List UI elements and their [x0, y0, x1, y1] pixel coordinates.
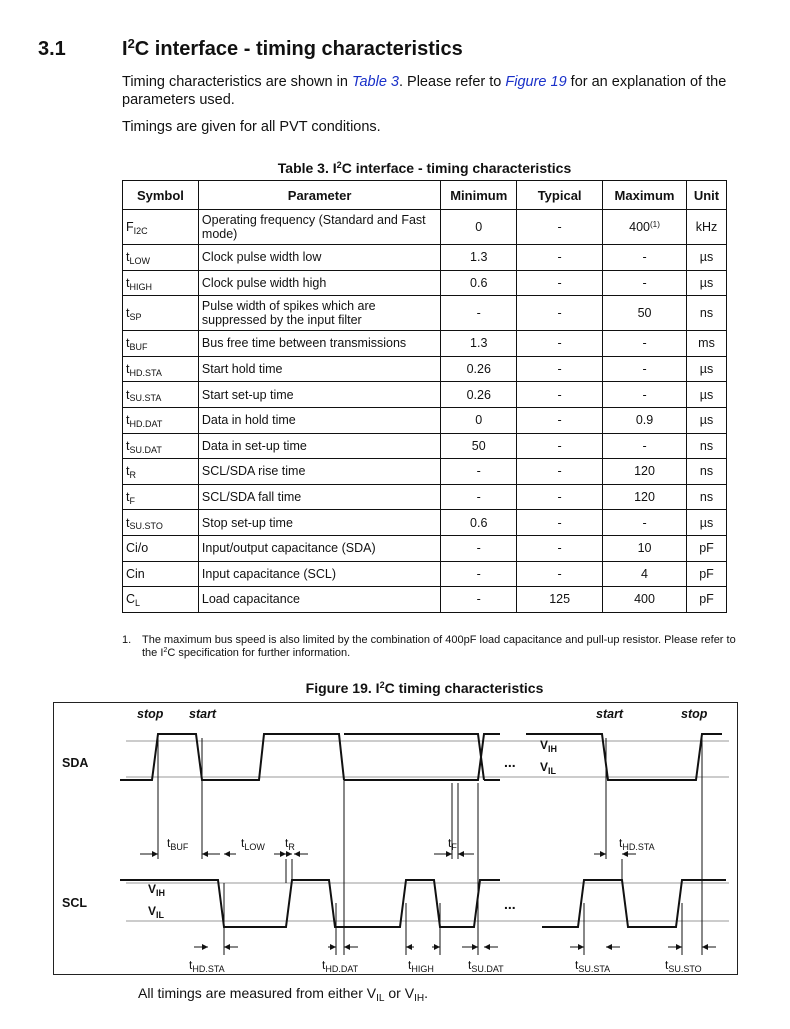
- sda-label: SDA: [62, 756, 89, 770]
- table-row: [123, 459, 727, 485]
- unit-cell: µs: [686, 382, 726, 408]
- start-label-left: start: [189, 707, 217, 721]
- sda-vil-label: $V_{IL}$: [540, 760, 557, 776]
- maximum-cell: 400: [603, 587, 687, 613]
- parameter-cell: Bus free time between transmissions: [198, 331, 440, 357]
- maximum-cell: -: [603, 510, 687, 536]
- parameter-cell: Start hold time: [198, 356, 440, 382]
- tsusta-label: $t_{SU.STA}$: [575, 958, 611, 974]
- table-row: [123, 535, 727, 561]
- maximum-cell: 120: [603, 484, 687, 510]
- figure-note: All timings are measured from either $V_{IL}$ or $V_{IH}$.: [138, 985, 429, 1005]
- symbol-cell: $t_{SU.STA}$: [123, 382, 199, 408]
- column-header: Maximum: [603, 181, 687, 210]
- pvt-paragraph: Timings are given for all PVT conditions.: [122, 119, 381, 135]
- parameter-cell: Start set-up time: [198, 382, 440, 408]
- table-row: [123, 245, 727, 271]
- typical-cell: -: [517, 407, 603, 433]
- parameter-cell: Clock pulse width low: [198, 245, 440, 271]
- table-header-row: [123, 181, 727, 210]
- parameter-cell: Pulse width of spikes which are suppressed by the input filter: [198, 296, 440, 331]
- minimum-cell: 0.6: [441, 270, 517, 296]
- figure-caption: Figure 19. $I^2C$ timing characteristics: [305, 680, 544, 696]
- parameter-cell: Clock pulse width high: [198, 270, 440, 296]
- typical-cell: -: [517, 433, 603, 459]
- minimum-cell: 50: [441, 433, 517, 459]
- section-title: $I^2C$ interface - timing characteristics: [122, 35, 463, 60]
- symbol-cell: $t_R$: [123, 459, 199, 485]
- table-caption: Table 3. $I^2C$ interface - timing characteristics: [277, 160, 572, 176]
- symbol-cell: $t_{HIGH}$: [123, 270, 199, 296]
- table-row: [123, 484, 727, 510]
- tbuf-label: $t_{BUF}$: [167, 836, 189, 852]
- table-row: [123, 270, 727, 296]
- parameter-cell: Data in hold time: [198, 407, 440, 433]
- unit-cell: µs: [686, 270, 726, 296]
- table-row: [123, 382, 727, 408]
- unit-cell: µs: [686, 510, 726, 536]
- symbol-cell: $t_{HD.STA}$: [123, 356, 199, 382]
- unit-cell: ns: [686, 296, 726, 331]
- minimum-cell: 0: [441, 210, 517, 245]
- column-header: Parameter: [198, 181, 440, 210]
- maximum-cell: -: [603, 382, 687, 408]
- thigh-label: $t_{HIGH}$: [408, 958, 434, 974]
- symbol-cell: $t_{SU.STO}$: [123, 510, 199, 536]
- unit-cell: ns: [686, 433, 726, 459]
- typical-cell: -: [517, 510, 603, 536]
- unit-cell: kHz: [686, 210, 726, 245]
- maximum-cell: -: [603, 331, 687, 357]
- symbol-cell: $t_F$: [123, 484, 199, 510]
- figure-19-link[interactable]: Figure 19: [505, 74, 567, 90]
- scl-label: SCL: [62, 896, 87, 910]
- thdsta-label-top: $t_{HD.STA}$: [619, 836, 655, 852]
- symbol-cell: $t_{SP}$: [123, 296, 199, 331]
- scl-vil-label: $V_{IL}$: [148, 904, 165, 920]
- maximum-cell: -: [603, 356, 687, 382]
- symbol-cell: $t_{LOW}$: [123, 245, 199, 271]
- symbol-cell: $F_{I2C}$: [123, 210, 199, 245]
- column-header: Typical: [517, 181, 603, 210]
- unit-cell: ns: [686, 459, 726, 485]
- table-row: [123, 587, 727, 613]
- table-3-link[interactable]: Table 3: [351, 74, 399, 90]
- scl-waveform-right: [542, 880, 726, 927]
- symbol-cell: Ci/o: [123, 535, 199, 561]
- unit-cell: ms: [686, 331, 726, 357]
- unit-cell: pF: [686, 587, 726, 613]
- parameter-cell: Stop set-up time: [198, 510, 440, 536]
- scl-vih-label: $V_{IH}$: [148, 882, 166, 898]
- maximum-cell: 120: [603, 459, 687, 485]
- parameter-cell: Input capacitance (SCL): [198, 561, 440, 587]
- parameter-cell: Input/output capacitance (SDA): [198, 535, 440, 561]
- typical-cell: -: [517, 356, 603, 382]
- typical-cell: -: [517, 382, 603, 408]
- minimum-cell: -: [441, 587, 517, 613]
- unit-cell: pF: [686, 535, 726, 561]
- scl-waveform-left: [120, 880, 500, 927]
- typical-cell: -: [517, 561, 603, 587]
- timing-figure: [53, 702, 738, 975]
- tsudat-label: $t_{SU.DAT}$: [468, 958, 504, 974]
- table-row: [123, 510, 727, 536]
- maximum-cell: 400$^{(1)}$: [603, 210, 687, 245]
- tlow-label: $t_{LOW}$: [241, 836, 265, 852]
- table-row: [123, 296, 727, 331]
- parameter-cell: SCL/SDA fall time: [198, 484, 440, 510]
- column-header: Symbol: [123, 181, 199, 210]
- parameter-cell: Data in set-up time: [198, 433, 440, 459]
- typical-cell: -: [517, 459, 603, 485]
- maximum-cell: 4: [603, 561, 687, 587]
- minimum-cell: -: [441, 561, 517, 587]
- tf-label: $t_F$: [448, 836, 457, 852]
- scl-continuation: ...: [504, 896, 516, 912]
- symbol-cell: $t_{SU.DAT}$: [123, 433, 199, 459]
- minimum-cell: 1.3: [441, 245, 517, 271]
- stop-label-left: stop: [137, 707, 164, 721]
- maximum-cell: -: [603, 270, 687, 296]
- unit-cell: µs: [686, 356, 726, 382]
- parameter-cell: Operating frequency (Standard and Fast mode): [198, 210, 440, 245]
- stop-label-right: stop: [681, 707, 708, 721]
- maximum-cell: 0.9: [603, 407, 687, 433]
- section-number: 3.1: [38, 38, 66, 60]
- intro-paragraph: Timing characteristics are shown in Table 3. Please refer to Figure 19 for an explanation of the parameters used.: [122, 74, 727, 108]
- minimum-cell: -: [441, 459, 517, 485]
- minimum-cell: -: [441, 296, 517, 331]
- table-row: [123, 356, 727, 382]
- symbol-cell: Cin: [123, 561, 199, 587]
- maximum-cell: 50: [603, 296, 687, 331]
- minimum-cell: 0: [441, 407, 517, 433]
- unit-cell: µs: [686, 407, 726, 433]
- thdsta-label: $t_{HD.STA}$: [189, 958, 225, 974]
- table-row: [123, 407, 727, 433]
- parameter-cell: SCL/SDA rise time: [198, 459, 440, 485]
- start-label-right: start: [596, 707, 624, 721]
- table-row: [123, 331, 727, 357]
- thddat-label: $t_{HD.DAT}$: [322, 958, 359, 974]
- symbol-cell: $C_L$: [123, 587, 199, 613]
- typical-cell: -: [517, 484, 603, 510]
- column-header: Unit: [686, 181, 726, 210]
- typical-cell: -: [517, 245, 603, 271]
- minimum-cell: -: [441, 535, 517, 561]
- tr-label: $t_R$: [285, 836, 295, 852]
- minimum-cell: -: [441, 484, 517, 510]
- typical-cell: -: [517, 210, 603, 245]
- minimum-cell: 0.26: [441, 356, 517, 382]
- maximum-cell: -: [603, 433, 687, 459]
- table-footnote: 1. The maximum bus speed is also limited by the combination of 400pF load capacitance and pull-up resistor. Please refer to the $I^2C$ specification for further information.: [122, 634, 736, 659]
- unit-cell: µs: [686, 245, 726, 271]
- table-row: [123, 561, 727, 587]
- maximum-cell: -: [603, 245, 687, 271]
- unit-cell: pF: [686, 561, 726, 587]
- minimum-cell: 1.3: [441, 331, 517, 357]
- typical-cell: -: [517, 331, 603, 357]
- tsusto-label: $t_{SU.STO}$: [665, 958, 702, 974]
- typical-cell: -: [517, 296, 603, 331]
- timing-diagram: [54, 703, 737, 974]
- minimum-cell: 0.6: [441, 510, 517, 536]
- typical-cell: -: [517, 270, 603, 296]
- typical-cell: -: [517, 535, 603, 561]
- maximum-cell: 10: [603, 535, 687, 561]
- table-row: [123, 433, 727, 459]
- symbol-cell: $t_{HD.DAT}$: [123, 407, 199, 433]
- unit-cell: ns: [686, 484, 726, 510]
- column-header: Minimum: [441, 181, 517, 210]
- sda-continuation: ...: [504, 754, 516, 770]
- parameter-cell: Load capacitance: [198, 587, 440, 613]
- table-row: [123, 210, 727, 245]
- timing-table: [122, 180, 727, 613]
- minimum-cell: 0.26: [441, 382, 517, 408]
- symbol-cell: $t_{BUF}$: [123, 331, 199, 357]
- typical-cell: 125: [517, 587, 603, 613]
- sda-vih-label: $V_{IH}$: [540, 738, 558, 754]
